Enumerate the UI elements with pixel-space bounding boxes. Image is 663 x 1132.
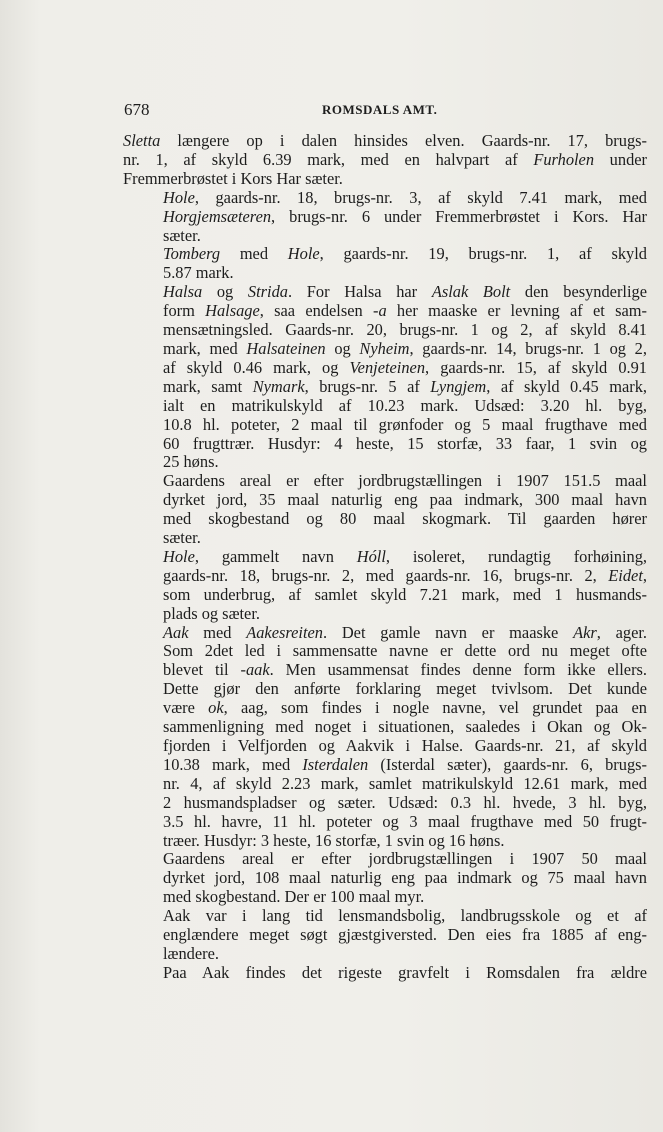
text-line: englændere meget søgt gjæstgiversted. Den eies fra 1885 af eng- (163, 925, 647, 945)
text-line: Aak var i lang tid lensmandsbolig, landbrugsskole og et af (163, 906, 647, 926)
text-line: med skogbestand og 80 maal skogmark. Til gaarden hører (163, 509, 647, 529)
body-text (123, 132, 647, 983)
text-line: Gaardens areal er efter jordbrugstællingen i 1907 151.5 maal (163, 471, 647, 491)
text-line: Fremmerbrøstet i Kors Har sæter. (123, 168, 343, 188)
text-line: være ok, aag, som findes i nogle navne, vel grundet paa en (163, 698, 647, 718)
text-line: mark, med Halsateinen og Nyheim, gaards-nr. 14, brugs-nr. 1 og 2, (163, 338, 647, 358)
paragraph (123, 189, 647, 246)
text-line: 2 husmandspladser og sæter. Udsæd: 0.3 hl. hvede, 3 hl. byg, (163, 792, 647, 812)
text-line: 10.38 mark, med Isterdalen (Isterdal sæter), gaards-nr. 6, brugs- (163, 754, 647, 774)
text-line: Gaardens areal er efter jordbrugstællingen i 1907 50 maal (163, 849, 647, 869)
text-line: som underbrug, af samlet skyld 7.21 mark, med 1 husmands- (163, 584, 647, 604)
text-line: blevet til -aak. Men usammensat findes denne form ikke ellers. (163, 660, 648, 680)
text-line: sammenligning med noget i situationen, saaledes i Okan og Ok- (163, 717, 647, 737)
text-line: lændere. (163, 943, 219, 963)
text-line: med skogbestand. Der er 100 maal myr. (163, 887, 425, 907)
text-line: gaards-nr. 18, brugs-nr. 2, med gaards-nr. 16, brugs-nr. 2, Eidet, (163, 565, 647, 585)
text-line: Halsa og Strida. For Halsa har Aslak Bolt den besynderlige (163, 282, 647, 302)
text-line: Sletta længere op i dalen hinsides elven. Gaards-nr. 17, brugs- (123, 131, 647, 150)
text-line: nr. 4, af skyld 2.23 mark, samlet matrikulskyld 12.61 mark, med (163, 773, 647, 793)
running-title: ROMSDALS AMT. (322, 102, 438, 117)
text-line: dyrket jord, 35 maal naturlig eng paa indmark, 300 maal havn (163, 490, 647, 510)
page-number: 678 (124, 100, 150, 119)
text-line: form Halsage, saa endelsen -a her maaske er levning af et sam- (163, 301, 647, 321)
paragraph (123, 245, 647, 283)
text-line: 5.87 mark. (163, 263, 234, 283)
paragraph (123, 132, 647, 189)
text-line: sæter. (163, 225, 201, 245)
text-line: Som 2det led i sammensatte navne er dette ord nu meget ofte (163, 641, 647, 661)
text-line: mensætningsled. Gaards-nr. 20, brugs-nr. 1 og 2, af skyld 8.41 (163, 320, 647, 340)
text-line: 25 høns. (163, 452, 219, 472)
text-line: sæter. (163, 528, 201, 548)
text-line: Horgjemsæteren, brugs-nr. 6 under Fremmerbrøstet i Kors. Har (163, 206, 647, 226)
text-line: Aak med Aakesreiten. Det gamle navn er maaske Akr, ager. (163, 622, 647, 642)
text-line: 3.5 hl. havre, 11 hl. poteter og 3 maal frugthave med 50 frugt- (163, 811, 647, 831)
paragraph (123, 964, 647, 983)
text-line: træer. Husdyr: 3 heste, 16 storfæ, 1 svin og 16 høns. (163, 830, 505, 850)
text-line: Hole, gaards-nr. 18, brugs-nr. 3, af skyld 7.41 mark, med (163, 187, 647, 207)
text-line: Dette gjør den anførte forklaring meget tvivlsom. Det kunde (163, 679, 647, 699)
text-line: Tomberg med Hole, gaards-nr. 19, brugs-nr. 1, af skyld (163, 244, 648, 264)
text-line: nr. 1, af skyld 6.39 mark, med en halvpart af Furholen under (123, 149, 648, 169)
paragraph (123, 850, 647, 907)
paragraph (123, 283, 647, 472)
text-line: fjorden i Velfjorden og Aakvik i Halse. Gaards-nr. 21, af skyld (163, 736, 647, 755)
text-line: 60 frugttrær. Husdyr: 4 heste, 15 storfæ, 33 faar, 1 svin og (163, 433, 647, 453)
text-line: Paa Aak findes det rigeste gravfelt i Romsdalen fra ældre (163, 962, 647, 982)
text-line: plads og sæter. (163, 603, 260, 623)
text-line: mark, samt Nymark, brugs-nr. 5 af Lyngjem, af skyld 0.45 mark, (163, 376, 647, 396)
text-line: af skyld 0.46 mark, og Venjeteinen, gaards-nr. 15, af skyld 0.91 (163, 357, 648, 377)
text-line: ialt en matrikulskyld af 10.23 mark. Udsæd: 3.20 hl. byg, (163, 395, 647, 415)
page-header (124, 100, 644, 124)
text-line: Hole, gammelt navn Hóll, isoleret, rundagtig forhøining, (163, 546, 647, 566)
paragraph (123, 472, 647, 548)
text-line: 10.8 hl. poteter, 2 maal til grønfoder og 5 maal frugthave med (163, 414, 647, 434)
paragraph (123, 624, 647, 851)
paragraph (123, 548, 647, 624)
text-line: dyrket jord, 108 maal naturlig eng paa indmark og 75 maal havn (163, 868, 647, 888)
paragraph (123, 907, 647, 964)
